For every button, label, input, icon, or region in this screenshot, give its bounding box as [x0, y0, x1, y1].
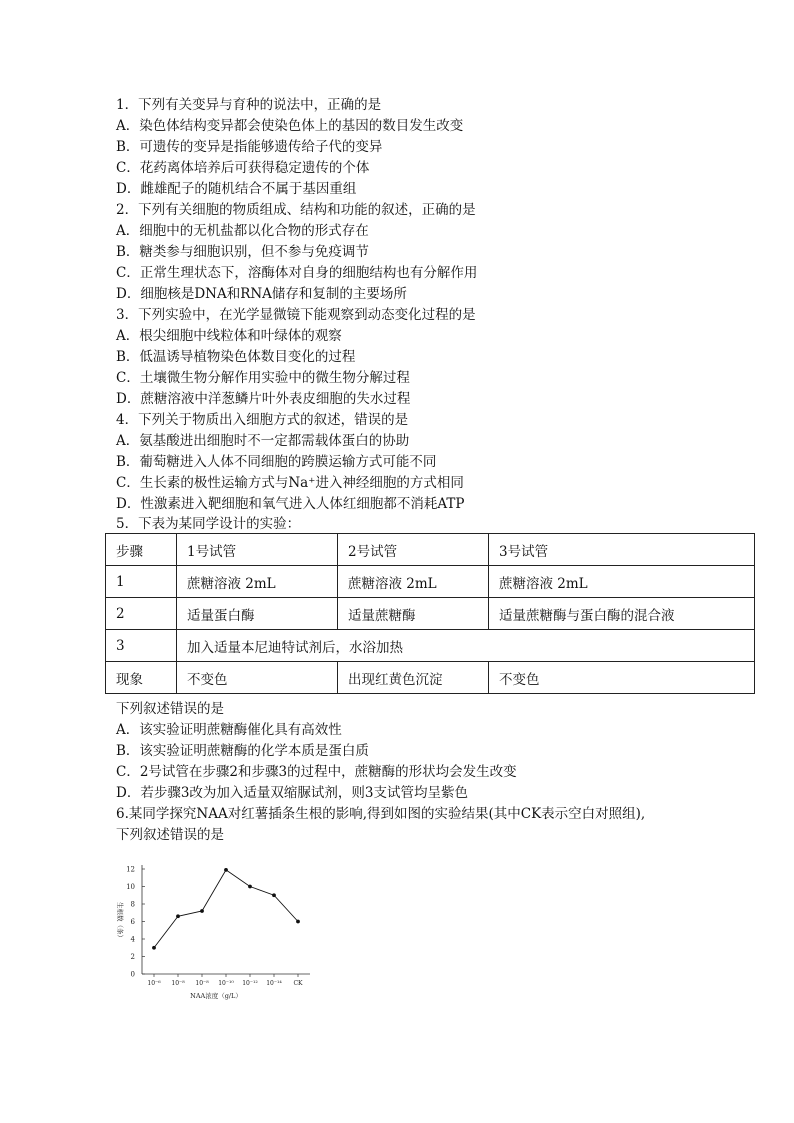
table-cell: 1号试管	[177, 534, 338, 566]
table-cell: 步骤	[106, 534, 177, 566]
q5-after-table: 下列叙述错误的是	[116, 701, 224, 717]
x-tick-label: CK	[293, 980, 303, 987]
q5-option-b: B．该实验证明蔗糖酶的化学本质是蛋白质	[116, 743, 369, 759]
table-cell: 3	[106, 630, 177, 662]
y-tick-label: 2	[130, 953, 135, 961]
x-tick-label: 10⁻⁸	[171, 980, 185, 987]
x-axis-label: NAA浓度（g/L）	[190, 992, 242, 1000]
data-point	[176, 914, 180, 918]
data-point	[224, 868, 228, 872]
table-row	[106, 598, 755, 630]
y-tick-label: 8	[130, 900, 135, 909]
q5-option-c: C．2号试管在步骤2和步骤3的过程中，蔗糖酶的形状均会发生改变	[116, 764, 517, 780]
y-tick-label: 10	[126, 883, 135, 891]
table-cell: 蔗糖溶液 2mL	[177, 566, 338, 598]
table-row	[106, 534, 755, 566]
q6-stem-line2: 下列叙述错误的是	[116, 827, 224, 843]
x-tick-label: 10⁻¹⁴	[266, 980, 282, 987]
table-cell: 2号试管	[338, 534, 489, 566]
q2-option-c: C．正常生理状态下，溶酶体对自身的细胞结构也有分解作用	[116, 265, 478, 281]
q1-option-a: A．染色体结构变异都会使染色体上的基因的数目发生改变	[116, 118, 464, 134]
table-row	[106, 662, 755, 694]
table-cell: 现象	[106, 662, 177, 694]
q4-option-c: C．生长素的极性运输方式与Na⁺进入神经细胞的方式相同	[116, 475, 464, 491]
q1-option-c: C．花药离体培养后可获得稳定遗传的个体	[116, 160, 370, 176]
q3-option-a: A．根尖细胞中线粒体和叶绿体的观察	[116, 328, 342, 344]
y-tick-label: 6	[130, 918, 135, 926]
q3-option-c: C．土壤微生物分解作用实验中的微生物分解过程	[116, 370, 410, 386]
table-cell: 适量蛋白酶	[177, 598, 338, 630]
x-tick-label: 10⁻⁸	[195, 980, 209, 987]
q4-stem: 4．下列关于物质出入细胞方式的叙述，错误的是	[116, 412, 409, 428]
q1-stem: 1．下列有关变异与育种的说法中，正确的是	[116, 97, 382, 113]
table-cell: 2	[106, 598, 177, 630]
series-line	[154, 870, 298, 948]
data-point	[248, 885, 252, 889]
y-tick-label: 4	[130, 935, 135, 944]
table-cell: 加入适量本尼迪特试剂后，水浴加热	[177, 630, 755, 662]
data-point	[296, 920, 300, 924]
table-row	[106, 566, 755, 598]
table-cell: 适量蔗糖酶	[338, 598, 489, 630]
table-cell: 3号试管	[489, 534, 755, 566]
q2-option-a: A．细胞中的无机盐都以化合物的形式存在	[116, 223, 369, 239]
q2-stem: 2．下列有关细胞的物质组成、结构和功能的叙述，正确的是	[116, 202, 476, 218]
x-tick-label: 10⁻¹⁰	[218, 980, 234, 987]
table-cell: 不变色	[177, 662, 338, 694]
q3-stem: 3．下列实验中，在光学显微镜下能观察到动态变化过程的是	[116, 307, 476, 323]
q1-option-b: B．可遗传的变异是指能够遗传给子代的变异	[116, 139, 383, 155]
q3-option-b: B．低温诱导植物染色体数目变化的过程	[116, 349, 356, 365]
y-tick-label: 0	[130, 970, 135, 979]
q2-option-d: D．细胞核是DNA和RNA储存和复制的主要场所	[116, 286, 407, 302]
q5-option-a: A．该实验证明蔗糖酶催化具有高效性	[116, 722, 342, 738]
q4-option-d: D．性激素进入靶细胞和氧气进入人体红细胞都不消耗ATP	[116, 496, 465, 512]
q2-option-b: B．糖类参与细胞识别，但不参与免疫调节	[116, 244, 369, 260]
x-tick-label: 10⁻⁶	[147, 980, 161, 987]
data-point	[200, 909, 204, 913]
x-tick-label: 10⁻¹²	[242, 980, 258, 987]
table-row	[106, 630, 755, 662]
naa-rooting-chart	[106, 858, 316, 1008]
data-point	[272, 893, 276, 897]
y-tick-label: 12	[126, 865, 135, 874]
table-cell: 蔗糖溶液 2mL	[338, 566, 489, 598]
q5-stem: 5．下表为某同学设计的实验：	[116, 516, 301, 532]
table-cell: 蔗糖溶液 2mL	[489, 566, 755, 598]
y-axis-label: 生根数（条）	[116, 902, 124, 941]
table-cell: 1	[106, 566, 177, 598]
table-cell: 出现红黄色沉淀	[338, 662, 489, 694]
q4-option-a: A．氨基酸进出细胞时不一定都需载体蛋白的协助	[116, 433, 410, 449]
q4-option-b: B．葡萄糖进入人体不同细胞的跨膜运输方式可能不同	[116, 454, 437, 470]
table-cell: 不变色	[489, 662, 755, 694]
q3-option-d: D．蔗糖溶液中洋葱鳞片叶外表皮细胞的失水过程	[116, 391, 411, 407]
q5-option-d: D．若步骤3改为加入适量双缩脲试剂，则3支试管均呈紫色	[116, 785, 469, 801]
data-point	[152, 946, 156, 950]
q1-option-d: D．雌雄配子的随机结合不属于基因重组	[116, 181, 357, 197]
experiment-table	[105, 533, 755, 694]
q6-stem-line1: 6.某同学探究NAA对红薯插条生根的影响,得到如图的实验结果(其中CK表示空白对照组),	[116, 806, 646, 822]
table-cell: 适量蔗糖酶与蛋白酶的混合液	[489, 598, 755, 630]
